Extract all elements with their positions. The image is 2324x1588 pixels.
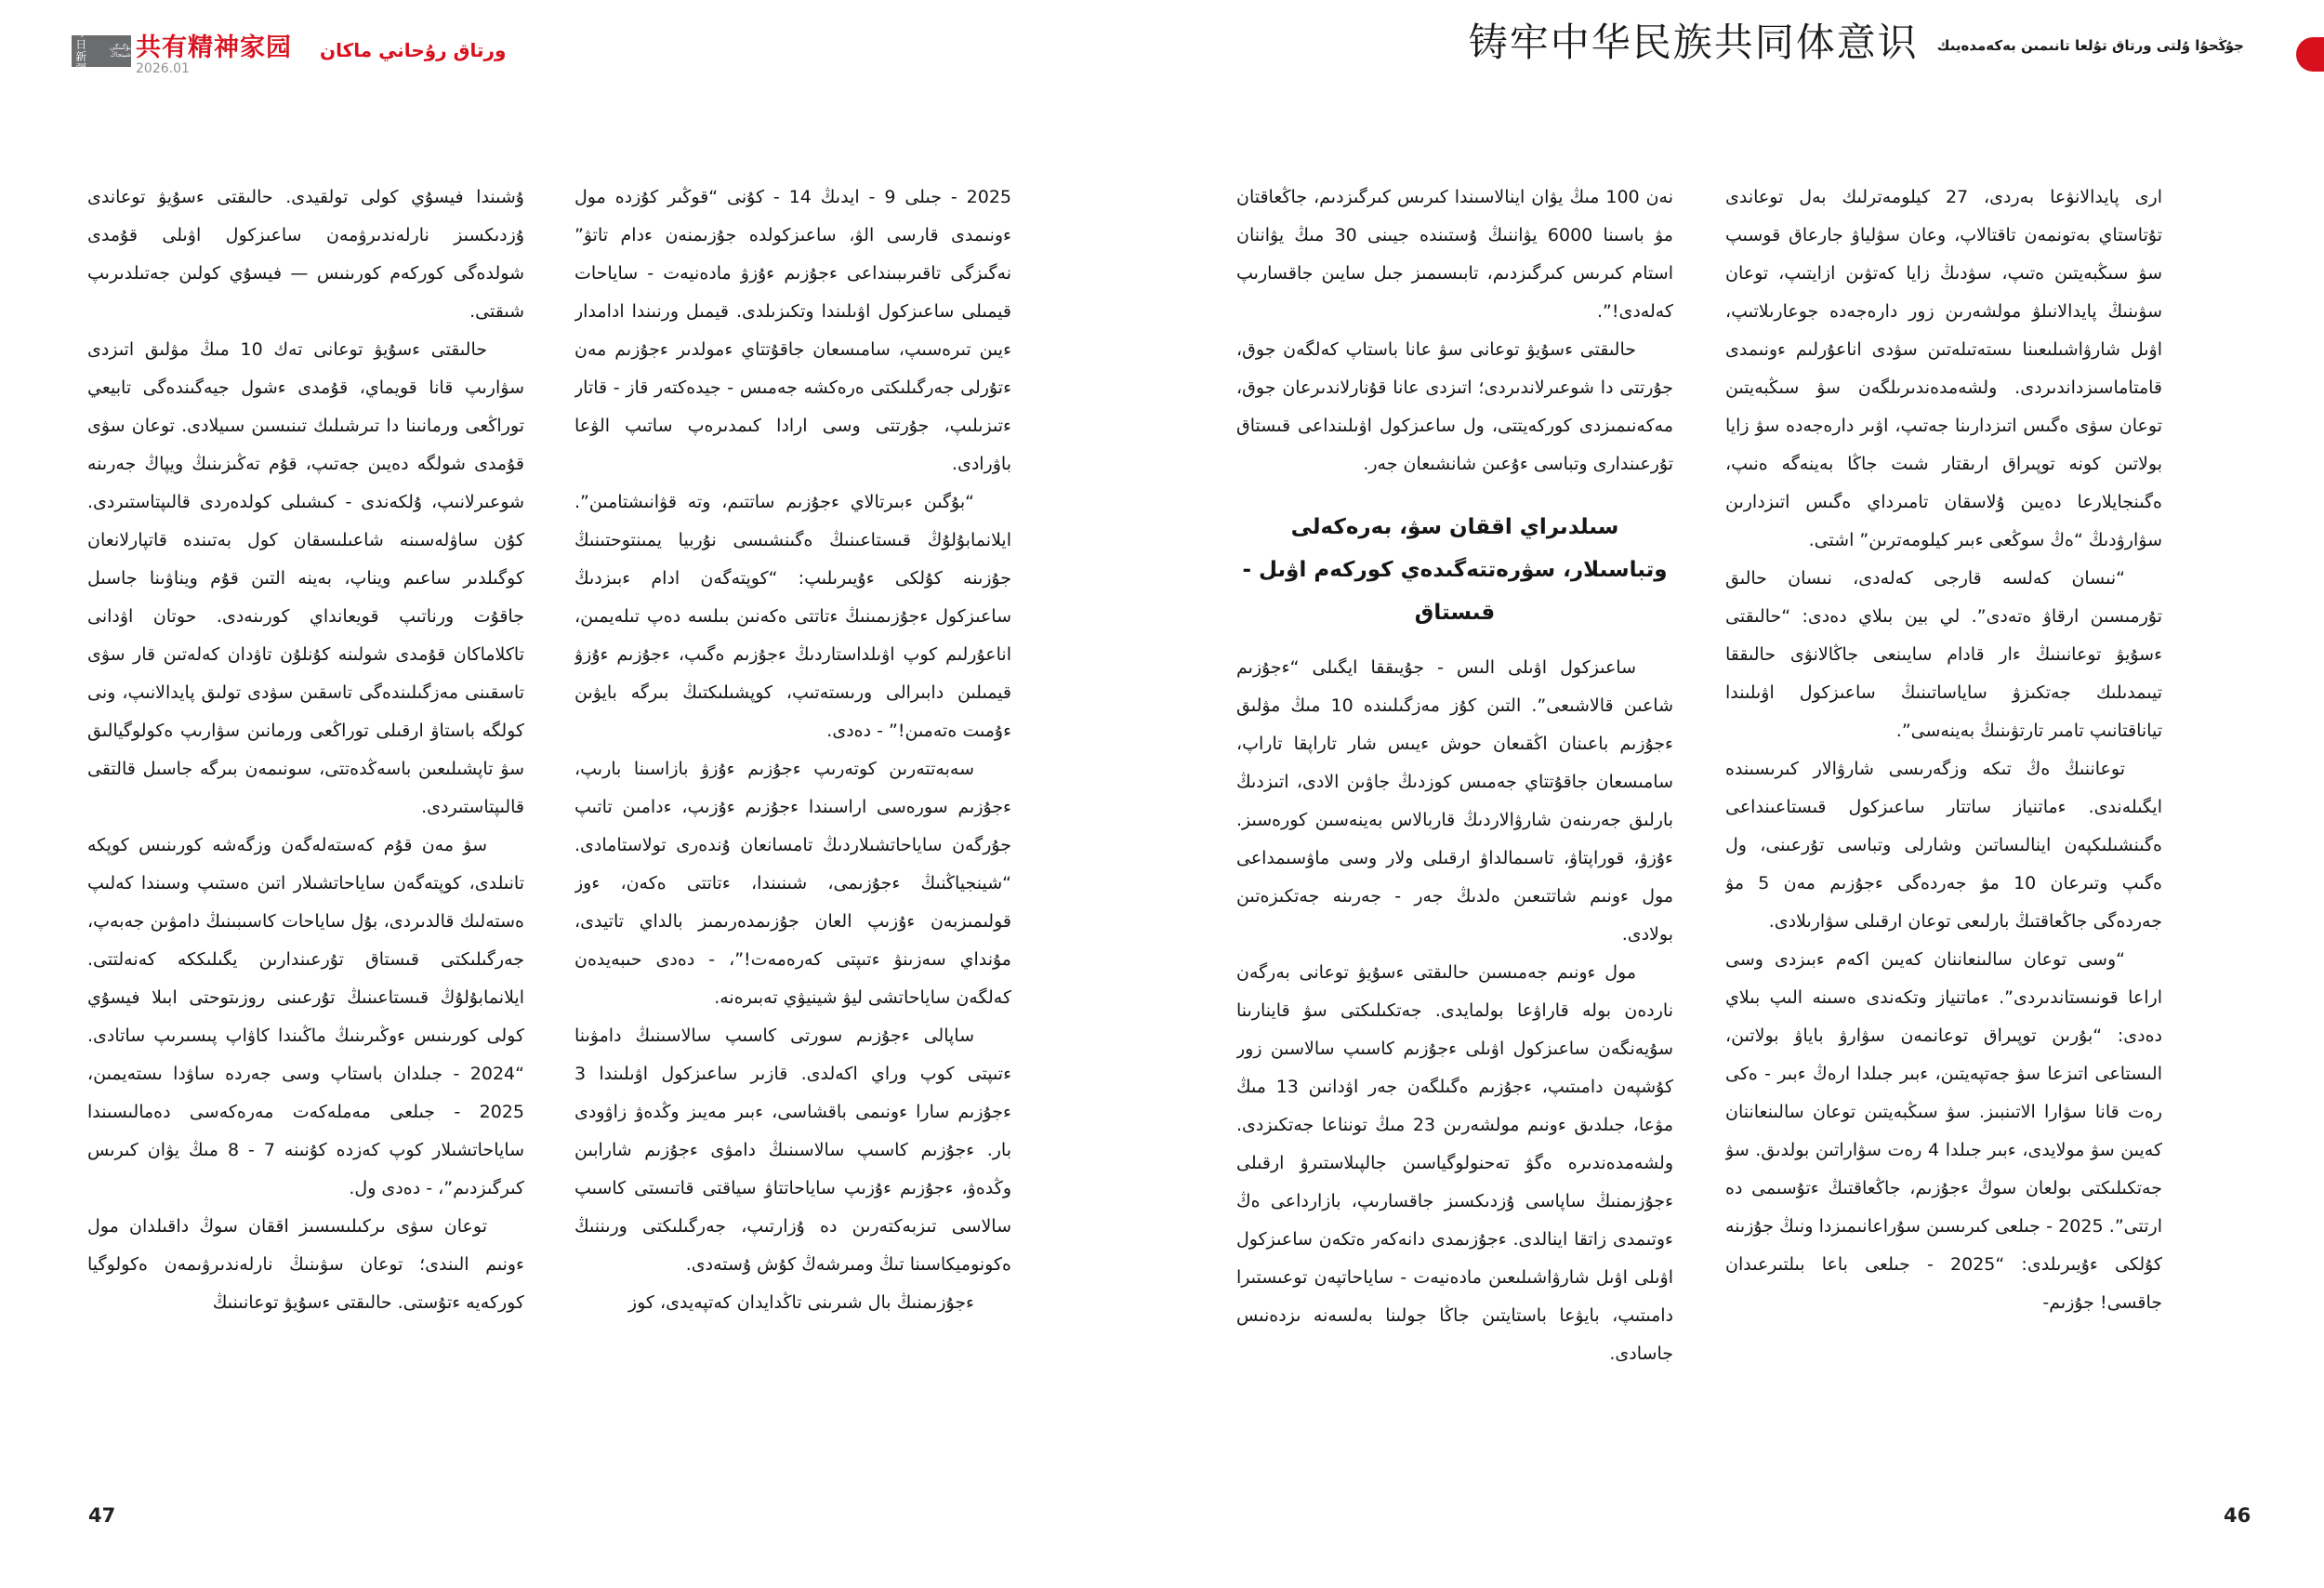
body-paragraph: سۋ مەن قۇم كەستەلەگەن وزگەشە كورىنىس كوپكە تانىلدى، كوپتەگەن ساياحاتشىلار اتىن ەستىپ وسىندا كەلىپ ەستەلىك قالدىردى، بۇل ساياحات كاسىبىنىڭ دامۋىن جەبەپ، جەرگىلىكتى قىستاق تۇرعىندارىن يگىلىككە كەنەلتتى. ايلانمابۇلۇڭ قىستاعىنىڭ تۇرعىنى روزىتوحتى ابىلا فيسۇي كولى كورىنىس ءوڭىرىنىڭ ماڭىندا كاۋاپ پىسىرىپ ساتادى. “2024 - جىلدان باستاپ وسى جەردە ساۋدا ىستەيمىن، 2025 - جىلعى مەملەكەت مەرەكەسى دەمالىسىندا ساياحاتشىلار كوپ كەزدە كۇنىنە 7 - 8 مىڭ يۋان كىرىس كىرگىزدىم”، - دەدى ول.: [87, 835, 524, 1198]
logo-chinese-text: 今日 新疆: [75, 26, 87, 75]
body-paragraph: نەن 100 مىڭ يۋان اينالاسىندا كىرىس كىرگىزدىم، جاڭعاقتان مۋ باسىنا 6000 يۋاننىڭ ۇستىندە جيىنى 30 مىڭ يۋاننان استام كىرىس كىرگىزدىم، تابىسىمىز جىل سايىن جاقسارىپ كەلەدى!”.: [1236, 187, 1673, 322]
issue-number: 2026.01: [136, 61, 190, 76]
body-paragraph: ءجۇزىمنىڭ بال شىرىنى تاڭدايدان كەتپەيدى، كوز: [627, 1292, 974, 1313]
logo-kazakh-text: بۇگىنگى شينجاڭ: [110, 44, 131, 59]
body-paragraph: حالىقتى ءسۇيۋ توعانى تەك 10 مىڭ مۋلىق اتىزدى سۋارىپ قانا قويماي، قۇمدى ءشول جيەگىندەگى تابيعي توراڭعى ورمانىنا دا تىرشىلىك تىنىسىن سىيلادى. توعان سۋى قۇمدى شولگە دەيىن جەتىپ، قۇم تەڭىزىنىڭ ويپاڭ جەرىنە شوعىرلانىپ، ۇلكەندى - كىشىلى كولدەردى قالىپتاستىردى. كۇن ساۋلەسىنە شاعىلىسقان كول بەتىندە قاتپارلانعان كوگىلدىر ساعىم ويناپ، بەينە التىن قۇم ويناۋىنا جاسىل جاقۇت ورناتىپ قويعانداي كورىنەدى. حوتان اۋدانى تاكلاماكان قۇمدى شولىنە كۇنلۇن تاۋدان كەلەتىن قار سۋى تاسقىنى مەزگىلىندەگى تاسقىن سۋدى تولىق پايدالانىپ، ونى كولگە باستاۋ ارقىلى توراڭعى ورمانىن سۋارىپ ەكولوگيالىق سۋ تاپشىلىعىن باسەڭدەتتى، سونىمەن بىرگە جاسىل قالتقى قالىپتاستىردى.: [87, 339, 524, 817]
body-paragraph: “بۇگىن ءبىرتالاي ءجۇزىم ساتتىم، وتە قۋانىشتامىن”. ايلانمابۇلۇڭ قىستاعىنىڭ ەگىنشىسى نۇربيا يمىنتوحتىنىڭ جۇزىنە كۇلكى ءۇيىرىلىپ: “كوپتەگەن ادام ءبىزدىڭ ساعىزكول ءجۇزىمىنىڭ ءتاتتى ەكەنىن بىلسە دەپ تىلەيمىن، اناعۇرلىم كوپ اۋىلداستاردىڭ ءجۇزىم ەگىپ، ءجۇزىم ءۇزۋ قيمىلىن دابىرالى ورىستەتىپ، كوپشىلىكتىڭ بىرگە بايۋىن ءۇمىت ەتەمىن!” - دەدى.: [574, 492, 1011, 741]
body-paragraph: حالىقتى ءسۇيۋ توعانى سۋ عانا باستاپ كەلگەن جوق، جۇرتتى دا شوعىرلاندىردى؛ اتىزدى عانا قۇنارلاندىرعان جوق، مەكەنىمىزدى كوركەيتتى، ول ساعىزكول اۋىلىنداعى قىستاق تۇرعىندارى وتباسى ءۇعىن شانشىعان جەر.: [1236, 339, 1673, 474]
page-edge-tab: [2296, 37, 2324, 72]
body-paragraph: ۇشىندا فيسۇي كولى تولقيدى. حالىقتى ءسۇيۋ توعاندى ۇزدىكسىز نارلەندىرۋمەن ساعىزكول اۋىلى قۇمدى شولدەگى كوركەم كورىنىس — فيسۇي كولىن جەتىلدىرىپ شىقتى.: [87, 187, 524, 322]
text-column-page46-left: [1236, 179, 1673, 1488]
body-paragraph: ارى پايدالانۋعا بەردى، 27 كيلومەترلىك بەل توعاندى تۇتاستاي بەتونمەن تاقتالاپ، وعان سۋلياۋ جارعاق قوسىپ سۋ سىڭبەيتىن ەتىپ، سۋدىڭ زايا كەتۋىن ازايتىپ، توعان سۋىنىڭ پايدالانىلۋ مولشەرىن زور دارەجەدە جوعارىلاتىپ، اۋىل شارۋاشىلىعىنا ىستەتىلەتىن سۋدى اناعۇرلىم ءونىمدى قامتاماسىزداندىردى. ولشەمدەندىرىلگەن سۋ سىڭبەيتىن توعان سۋى ەگىس اتىزدارىنا جەتىپ، اۋىر دارەجەدە سۋ زايا بولاتىن كونە توپىراق ارىقتار شىت جاڭا بەينەگە ەنىپ، ەگىنجايلارعا دەيىن ۇلاسقان تامىرداي ەگىس اتىزدارىن سۋارۋدىڭ “ەڭ سوڭعى ءبىر كيلومەترىن” اشتى.: [1725, 187, 2162, 550]
header-slogan: [1469, 20, 2244, 65]
body-paragraph: مول ءونىم جەمىسىن حالىقتى ءسۇيۋ توعانى بەرگەن ناردەن بولە قاراۋعا بولمايدى. جەتكىلىكتى سۋ قاينارىنا سۇيەنگەن ساعىزكول اۋىلى ءجۇزىم كاسىپ سالاسىن زور كۇشپەن دامىتىپ، ءجۇزىم ەگىلگەن جەر اۋدانىن 13 مىڭ مۋعا، جىلدىق ءونىم مولشەرىن 23 مىڭ تونناعا جەتكىزدى. ولشەمدەندىرە ەگۋ تەحنولوگياسىن جالپىلاستىرۋ ارقىلى ءجۇزىمنىڭ ساپاسى ۇزدىكسىز جاقسارىپ، بازارداعى ەڭ ءوتىمدى زاتقا اينالدى. ءجۇزىمدى دانەكەر ەتكەن ساعىزكول اۋىلى اۋىل شارۋاشىلىعىن مادەنيەت - ساياحاتپەن توعىستىرا دامىتىپ، بايۋعا باستايتىن جاڭا جولىنا بەلسەنە ىزدەنىس جاسادى.: [1236, 962, 1673, 1364]
body-paragraph: ساپالى ءجۇزىم سورتى كاسىپ سالاسىنىڭ دامۋىنا ءتىپتى كوپ وراي اكەلدى. قازىر ساعىزكول اۋىلىندا 3 ءجۇزىم سارا ءونىمى باقشاسى، ءبىر مەيىز وڭدەۋ زاۋودى بار. ءجۇزىم كاسىپ سالاسىنىڭ دامۋى ءجۇزىم شارابىن وڭدەۋ، ءجۇزىم ءۇزىپ ساياحاتتاۋ سياقتى قاتىستى كاسىپ سالاسى تىزبەكتەرىن دە ۇزارتىپ، جەرگىلىكتى ورىننىڭ ەكونوميكاسىنا تىڭ ومىرشەڭ كۇش ۇستەدى.: [574, 1026, 1011, 1275]
body-paragraph: 2025 - جىلى 9 - ايدىڭ 14 - كۇنى “قوڭىر كۇزدە مول ءونىمدى قارسى الۋ، ساعىزكولدە جۇزىمنەن ءدام تاتۋ” نەگىزگى تاقىرىبىنداعى ءجۇزىم ءۇزۋ مادەنيەت - ساياحات قيمىلى ساعىزكول اۋىلىندا وتكىزىلدى. قيمىل ورنىندا ادامدار ءيىن تىرەسىپ، سامىسعان جاقۇتتاي ءمولدىر ءجۇزىم مەن ءتۇرلى جەرگىلىكتى ەرەكشە جەمىس - جيدەكتەر قاز - قاتار ءتىزىلىپ، جۇرتتى وسى ارادا كىمدىرەپ ساتىپ الۋعا باۋرادى.: [574, 187, 1011, 474]
text-column-page47-right: [574, 179, 1011, 1488]
body-paragraph: “نىسان كەلسە قارجى كەلەدى، نىسان حالىق تۇرمىسىن ارقاۋ ەتەدى”. لي بين بىلاي دەدى: “حالىقتى ءسۇيۋ توعانىنىڭ ءار قادام سايىنعى جاڭالانۋى حالىققا تيىمدىلىك جەتكىزۋ ساياساتىنىڭ ساعىزكول اۋىلىندا تياناقتانىپ تامىر تارتۋىنىڭ بەينەسى”.: [1725, 568, 2162, 741]
column-title-chinese: 共有精神家园: [136, 33, 292, 62]
article-subheading: سىلدىراي اققان سۋ، بەرەكەلى وتباسىلار، سۋرەتتەگىدەي كوركەم اۋىل - قىستاق: [1242, 515, 1668, 625]
body-paragraph: سەبەتتەرىن كوتەرىپ ءجۇزىم ءۇزۋ بازاسىنا بارىپ، ءجۇزىم سورەسى اراسىندا ءجۇزىم ءۇزىپ، ءدامىن تاتىپ جۇرگەن ساياحاتشىلاردىڭ تامسانعان ۇندەرى تولاستامادى. “شينجياڭنىڭ ءجۇزىمى، شىنىندا، ءتاتتى ەكەن، ءوز قولىمىزبەن ءۇزىپ العان جۇزىمدەرىمىز بالداي تاتيدى، مۇنداي سەزىنۋ ءتىپتى كەرەمەت!”، - دەدى حىبەيدەن كەلگەن ساياحاتشى ليۋ شينيۋي تەبىرەنە.: [574, 759, 1011, 1008]
masthead: [72, 26, 507, 76]
brand-block: [136, 35, 292, 76]
body-paragraph: توعان سۋى ىركىلىسسىز اققان سوڭ داقىلدان مول ءونىم الىندى؛ توعان سۋىنىڭ نارلەندىرۋىمەن ەكولوگيا كوركەيە ءتۇستى. حالىقتى ءسۇيۋ توعانىنىڭ: [87, 1216, 524, 1313]
text-column-page47-left: [87, 179, 524, 1488]
slogan-chinese: 铸牢中华民族共同体意识: [1468, 20, 1919, 65]
body-paragraph: ساعىزكول اۋىلى الىس - جۇيىققا ايگىلى “ءجۇزىم شاعىن قالاشىعى”. التىن كۇز مەزگىلىندە 10 مىڭ مۋلىق ءجۇزىم باعىنان اڭقىعان حوش ءيىس شار تاراپقا تاراپ، سامىسعان جاقۇتتاي جەمىس كوزدىڭ جاۋىن الادى، اتىزدىڭ بارلىق جەرىنەن شارۋالاردىڭ قاربالاس بەينەسىن كورەسىز. ءۇزۋ، قوراپتاۋ، تاسىمالداۋ ارقىلى ولار وسى ماۋسىمداعى مول ءونىم شاتتىعىن ەلدىڭ جەر - جەرىنە جەتكىزەتىن بولادى.: [1236, 657, 1673, 945]
slogan-kazakh: جۇڭحۇا ۇلتى ورتاق تۇلعا تانىمىن بەكەمدەيىك: [1936, 37, 2244, 54]
body-paragraph: “وسى توعان سالىنعاننان كەيىن اكەم ءبىزدى وسى اراعا قونىستاندىردى”. ءماتنياز وتكەندى ەسىنە الىپ بىلاي دەدى: “بۇرىن توپىراق توعانمەن سۋارۋ باياۋ بولاتىن، الىستاعى اتىزعا سۋ جەتپەيتىن، ءبىر جىلدا ارەڭ ءبىر - ەكى رەت قانا سۋارا الاتىنبىز. سۋ سىڭبەيتىن توعان سالىنعاننان كەيىن سۋ مولايدى، ءبىر جىلدا 4 رەت سۋاراتىن بولدىق. سۋ جەتكىلىكتى بولعان سوڭ ءجۇزىم، جاڭعاقتىڭ ءتۇسىمى دە ارتتى”. 2025 - جىلعى كىرىسىن سۇراعانىمىزدا ونىڭ جۇزىنە كۇلكى ءۇيىرىلدى: “2025 - جىلعى باعا بىلتىرعىدان جاقسى! جۇزىم-: [1725, 949, 2162, 1313]
text-column-page46-right: [1725, 179, 2162, 1488]
magazine-logo: [72, 26, 131, 75]
page-number-left: 47: [88, 1504, 116, 1527]
body-paragraph: توعاننىڭ ەڭ تىكە وزگەرىسى شارۋالار كىرىسىندە ايگىلەندى. ءماتنياز ساتتار ساعىزكول قىستاعىنداعى ەگىنشىلىكپەن اينالىساتىن وشارلى وتباسى تۇرعىنى، ول ەگىپ وتىرعان 10 مۋ جەردەگى ءجۇزىم مەن 5 مۋ جەردەگى جاڭعاقتىڭ بارلىعى توعان ارقىلى سۋارىلادى.: [1725, 759, 2162, 932]
page-number-right: 46: [2224, 1504, 2251, 1527]
column-title-kazakh: ورتاق رۇحاني ماكان: [320, 39, 507, 61]
